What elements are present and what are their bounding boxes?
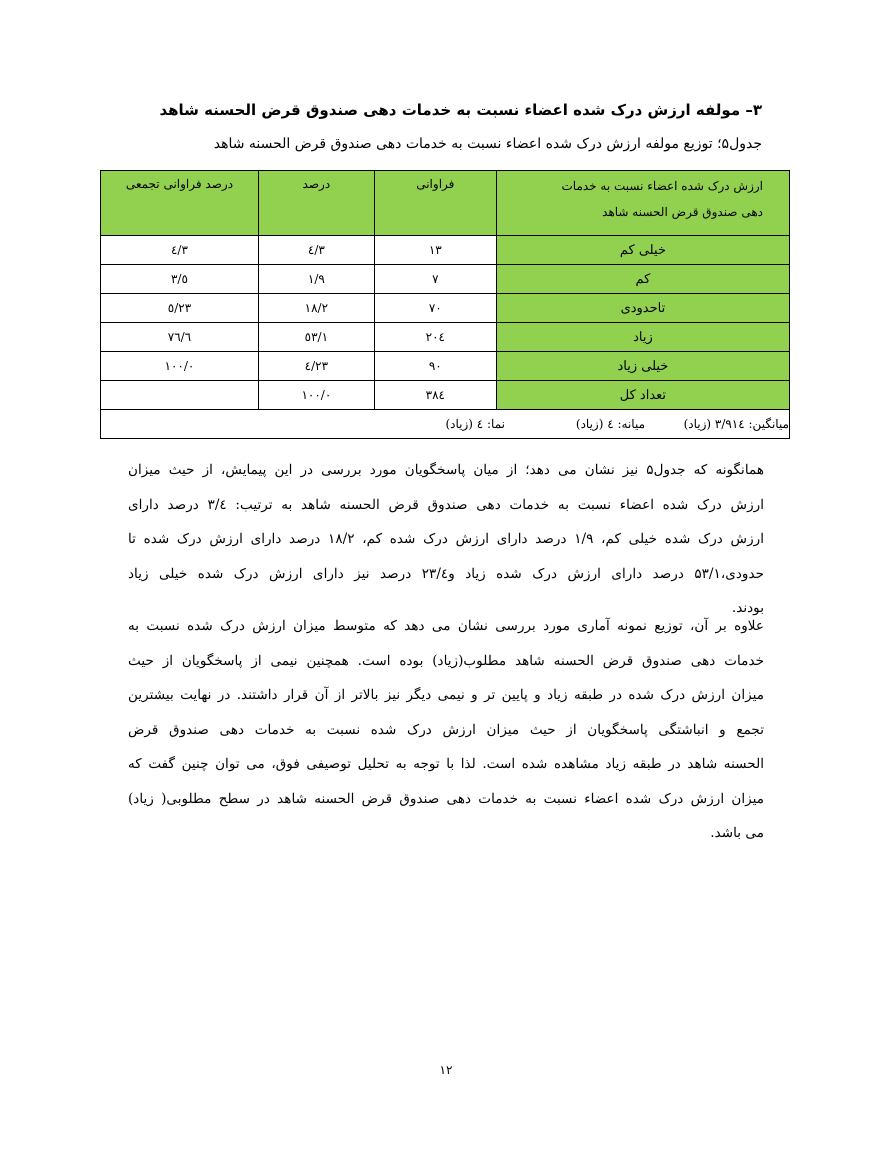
table-row [101,236,790,265]
row-category: تعداد کل [496,381,789,410]
table-row [101,265,790,294]
row-cumulative: ٥/۳ [101,265,259,294]
row-frequency: ۹۰ [374,352,496,381]
table-footer-row [101,410,790,439]
row-cumulative: ۱۰۰/۰ [101,352,259,381]
row-category: زیاد [496,323,789,352]
row-cumulative: ۲۳/٥ [101,294,259,323]
row-category: خیلی کم [496,236,789,265]
row-frequency: ۳۸٤ [374,381,496,410]
row-frequency: ۷۰ [374,294,496,323]
paragraph-line: می باشد. [710,825,764,841]
table-row [101,323,790,352]
paragraph-1 [128,453,764,626]
paragraph-line: میزان ارزش درک شده در طبقه زیاد و پایین تر و نیمی دیگر نیز بالاتر از آن قرار داشتند. در نهایت بیشترین [128,687,764,703]
header-category-line2: دهی صندوق قرض الحسنه شاهد [602,205,763,219]
paragraph-line: میزان ارزش درک شده اعضاء نسبت به خدمات دهی صندوق قرض الحسنه شاهد در سطح مطلوبی( زیاد) [128,790,764,807]
footer-mode: نما: ٤ (زیاد) [445,417,505,431]
section-title: ۳– مولفه ارزش درک شده اعضاء نسبت به خدمات دهی صندوق قرض الحسنه شاهد [159,101,762,119]
paragraph-line: الحسنه شاهد در طبقه زیاد مشاهده شده است. لذا با توجه به تحلیل توصیفی فوق، می توان چنین گفت که [128,756,764,772]
table-row [101,294,790,323]
header-category-line1: ارزش درک شده اعضاء نسبت به خدمات [561,179,763,193]
paragraph-line: خدمات دهی صندوق قرض الحسنه شاهد مطلوب(زیاد) بوده است. همچنین نیمی از پاسخگویان از حیث [128,652,764,669]
paragraph-line: ارزش درک شده خیلی کم، ۱/۹ درصد دارای ارزش درک شده کم، ۱۸/۲ درصد دارای ارزش درک شده تا [128,531,764,547]
table-row [101,352,790,381]
row-percent: ۱/۹ [258,265,374,294]
header-percent: درصد [258,171,374,236]
table-footer [101,410,790,439]
row-frequency: ۱۳ [374,236,496,265]
paragraph-2 [128,609,764,851]
row-percent: ۱۸/۲ [258,294,374,323]
row-category: خیلی زیاد [496,352,789,381]
distribution-table [100,170,790,439]
row-category: تاحدودی [496,294,789,323]
row-percent: ۲۳/٤ [258,352,374,381]
header-frequency: فراوانی [374,171,496,236]
header-category [496,171,789,236]
row-frequency: ۷ [374,265,496,294]
footer-mean: میانگین: ۳/۹۱٤ (زیاد) [683,417,789,431]
footer-median: میانه: ٤ (زیاد) [575,417,645,431]
row-percent: ۳/٤ [258,236,374,265]
table-header-row [101,171,790,236]
row-category: کم [496,265,789,294]
paragraph-line: حدودی،۵۳/۱ درصد دارای ارزش درک شده زیاد و۲۳/٤ درصد نیز دارای ارزش درک شده خیلی زیاد [128,565,764,582]
paragraph-line: بودند. [731,600,764,616]
row-cumulative [101,381,259,410]
page-number: ۱۲ [439,1063,453,1077]
table-caption: جدول۵؛ توزیع مولفه ارزش درک شده اعضاء نسبت به خدمات دهی صندوق قرض الحسنه شاهد [213,136,762,152]
paragraph-line: علاوه بر آن، توزیع نمونه آماری مورد بررسی نشان می دهد که متوسط میزان ارزش درک شده نسبت به [128,618,764,634]
paragraph-line: ارزش درک شده اعضاء نسبت به خدمات دهی صندوق قرض الحسنه شاهد به ترتیب: ۳/٤ درصد دارای [128,496,765,513]
row-frequency: ۲۰٤ [374,323,496,352]
row-cumulative: ۳/٤ [101,236,259,265]
row-percent: ۱۰۰/۰ [258,381,374,410]
paragraph-line: همانگونه که جدول۵ نیز نشان می دهد؛ از میان پاسخگویان مورد بررسی در این پیمایش، از حیث میزان [128,462,764,478]
row-percent: ٥۳/۱ [258,323,374,352]
row-cumulative: ۷٦/٦ [101,323,259,352]
header-cumulative: درصد فراوانی تجمعی [101,171,259,236]
paragraph-line: تجمع و انباشتگی پاسخگویان از حیث میزان ارزش درک شده نسبت به خدمات دهی صندوق قرض [128,721,764,738]
table-total-row [101,381,790,410]
